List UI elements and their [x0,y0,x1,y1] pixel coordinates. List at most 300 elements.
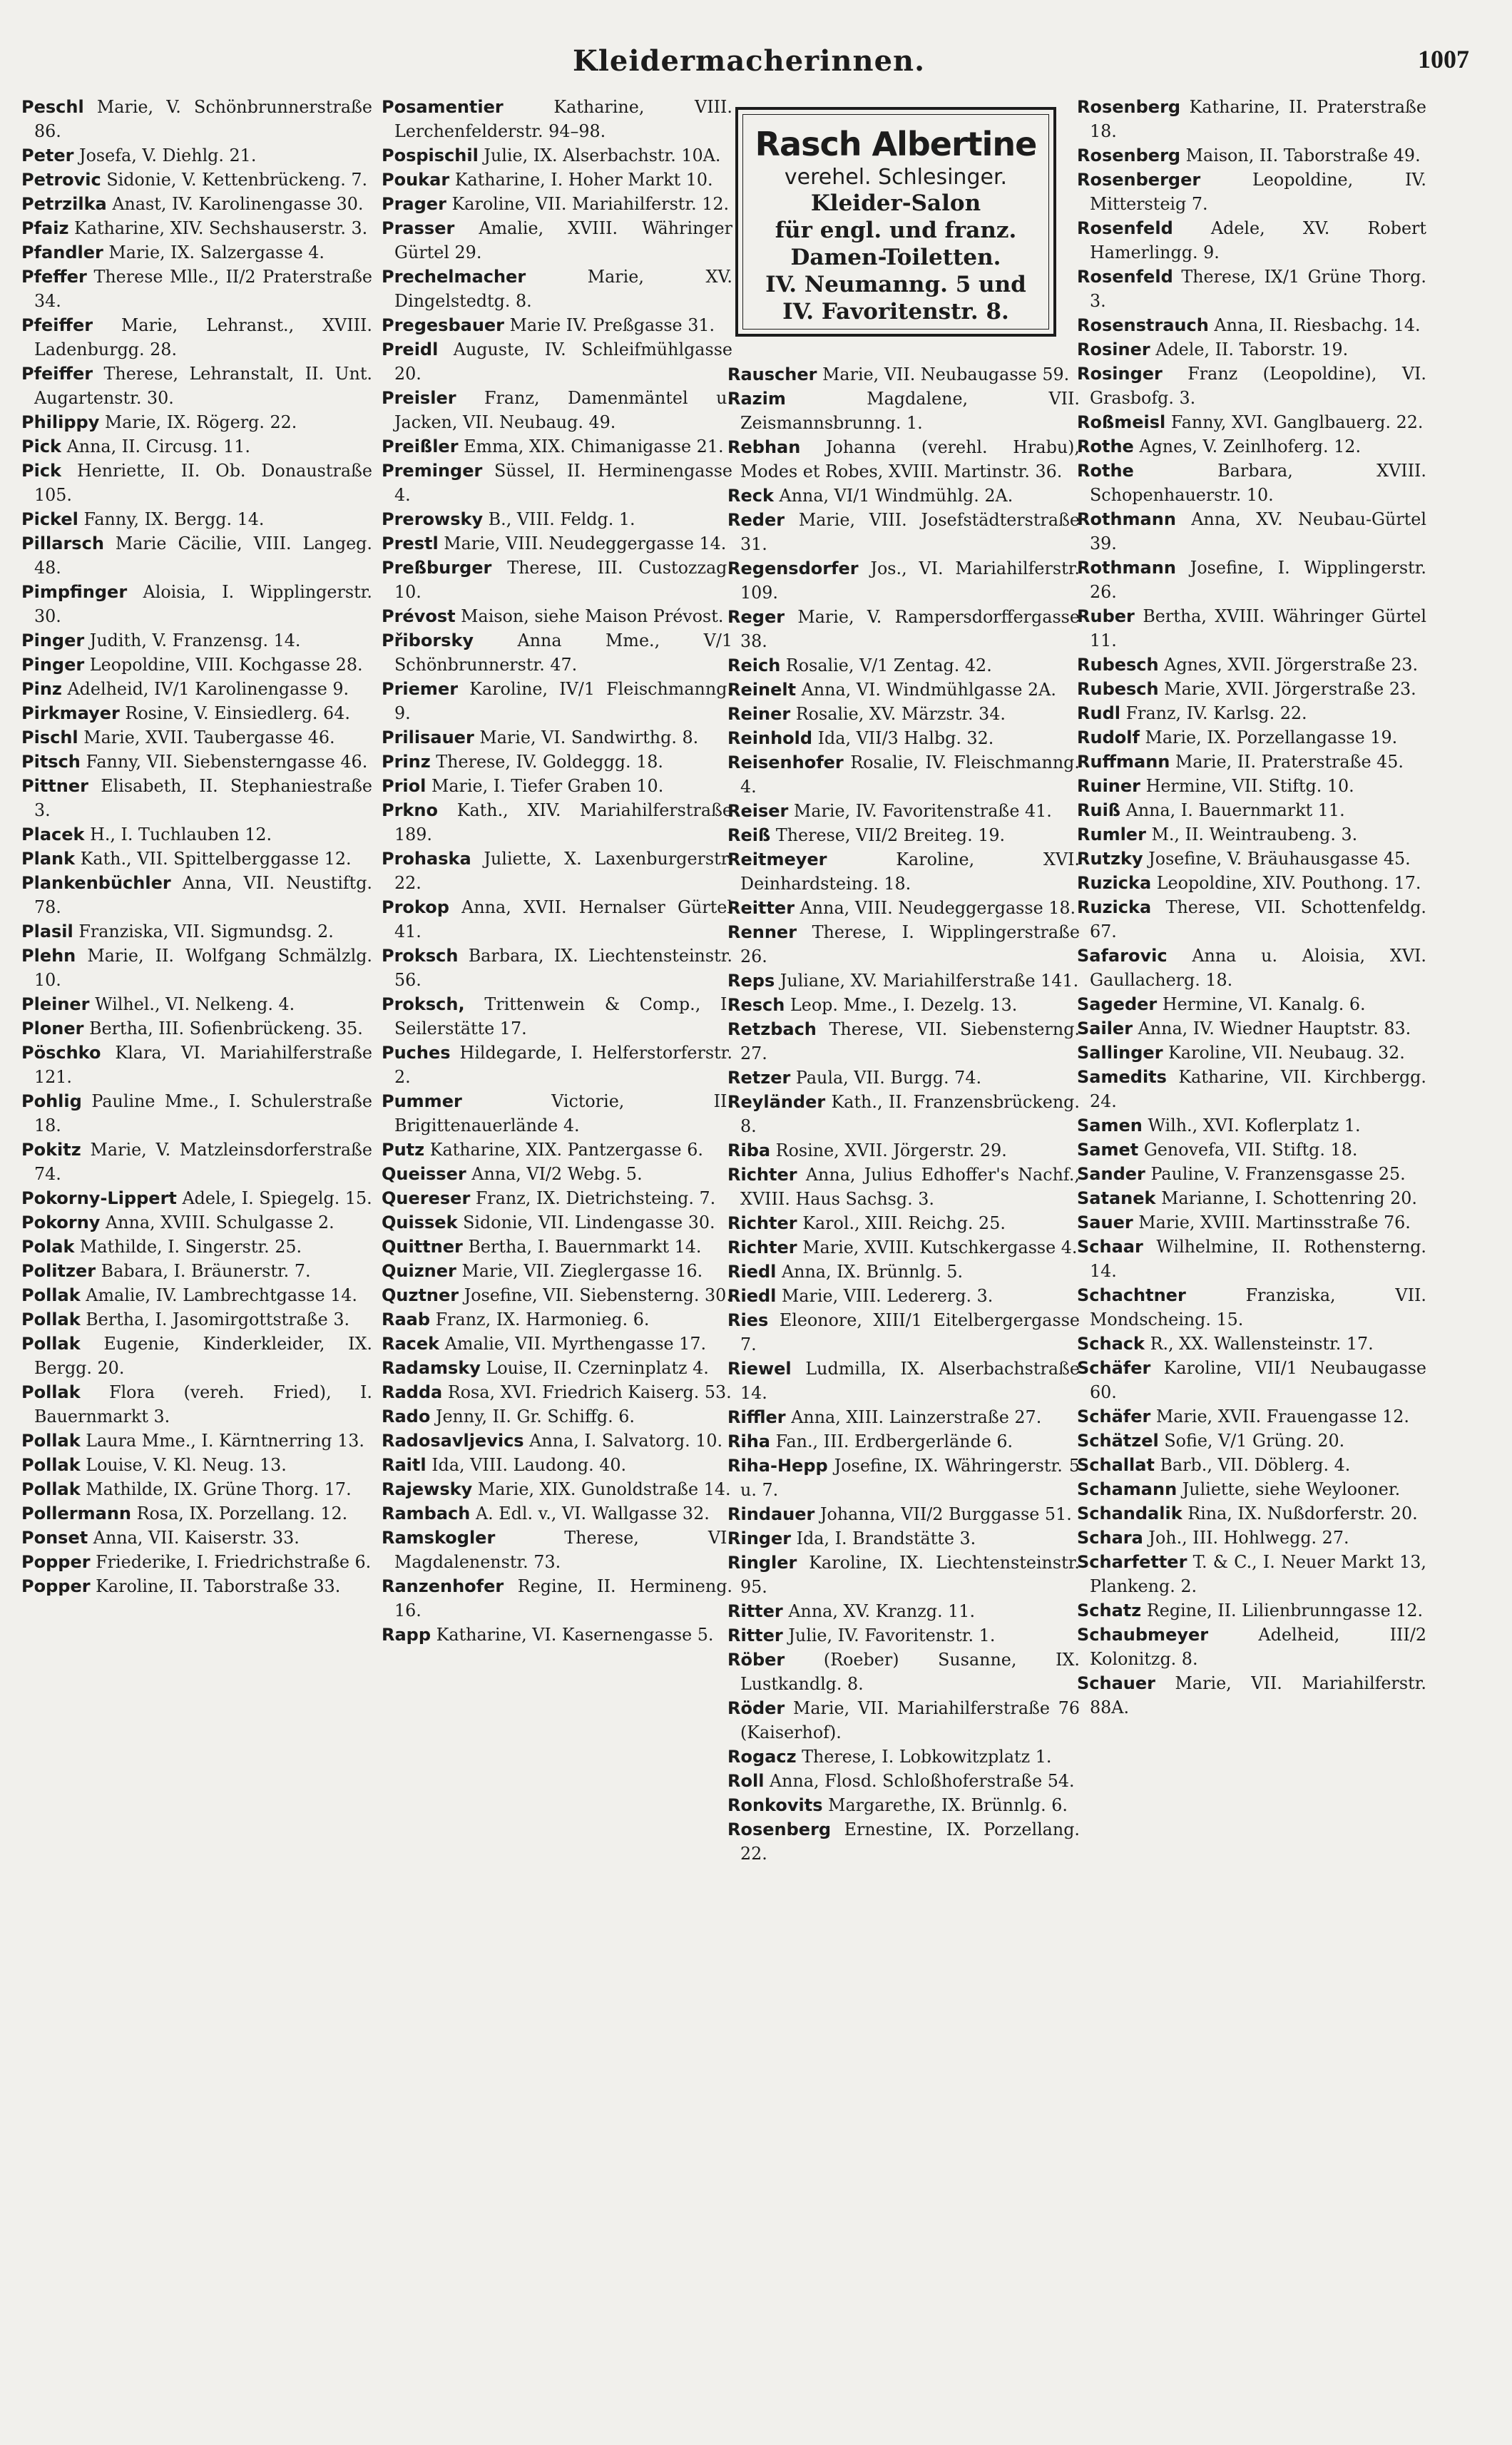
directory-entry [727,993,1080,1017]
entry-details: Marie, XV. Dingelstedtg. 8. [394,267,732,311]
entry-details: Kath., VII. Spittelberggasse 12. [80,849,352,869]
directory-entry [382,1526,732,1574]
entry-details: Agnes, V. Zeinlhoferg. 12. [1139,437,1362,456]
directory-entry [727,508,1080,556]
advertisement-line-3: Damen-Toiletten. [790,245,1001,270]
directory-entry [21,1307,372,1332]
directory-entry [727,1405,1080,1429]
entry-details: Anna, II. Circusg. 11. [66,437,250,456]
entry-name: Rosenberger [1077,170,1201,190]
entry-name: Pickel [21,509,78,529]
entry-name: Politzer [21,1261,96,1281]
directory-entry [21,1138,372,1186]
directory-entry [1077,313,1426,337]
entry-details: Bertha, III. Sofienbrückeng. 35. [89,1019,363,1038]
directory-entry [727,1308,1080,1357]
entry-details: Marie, IX. Rögerg. 22. [104,412,297,432]
entry-details: Paula, VII. Burgg. 74. [795,1068,982,1088]
entry-details: Barbara, XVIII. Schopenhauerstr. 10. [1090,461,1426,505]
directory-entry [21,1477,372,1501]
entry-name: Renner [727,922,797,942]
entry-name: Pfeiffer [21,364,93,384]
directory-entry [1077,265,1426,313]
directory-entry [727,1551,1080,1599]
directory-entry [382,1186,732,1210]
entry-name: Rosenberg [1077,97,1181,117]
entry-name: Ries [727,1310,769,1330]
entry-name: Schätzel [1077,1431,1159,1451]
entry-name: Rothmann [1077,558,1176,578]
entry-name: Ruber [1077,606,1135,626]
entry-name: Riedl [727,1286,777,1306]
entry-name: Poukar [382,170,450,190]
directory-entry [382,774,732,798]
directory-entry [727,1623,1080,1648]
directory-entry [1077,168,1426,216]
entry-details: Adele, II. Taborstr. 19. [1155,340,1349,359]
entry-details: Anna, I. Bauernmarkt 11. [1125,800,1345,820]
directory-entry [727,556,1080,605]
directory-entry [21,725,372,750]
entry-details: Anast, IV. Karolinengasse 30. [112,194,364,214]
entry-name: Přiborsky [382,631,474,650]
entry-details: Franz (Leopoldine), VI. Grasbofg. 3. [1090,364,1426,408]
entry-name: Queisser [382,1164,466,1184]
entry-name: Rosinger [1077,364,1163,384]
entry-name: Quereser [382,1188,471,1208]
entry-name: Rosenfeld [1077,218,1173,238]
advertisement-line-4: IV. Neumanng. 5 und [765,272,1026,297]
entry-details: Anna, XV. Neubau-Gürtel 39. [1090,509,1426,553]
entry-details: Marie, V. Schönbrunnerstraße 86. [34,97,372,141]
entry-details: Karol., XIII. Reichg. 25. [802,1213,1006,1233]
entry-details: Juliette, siehe Weylooner. [1182,1479,1401,1499]
entry-name: Preminger [382,461,483,481]
entry-details: Sofie, V/1 Grüng. 20. [1164,1431,1345,1451]
entry-details: Anna, Julius Edhoffer's Nachf., XVIII. Haus Sachsg. 3. [740,1165,1080,1209]
entry-name: Pinger [21,631,85,650]
directory-entry [727,1235,1080,1260]
directory-entry [382,1501,732,1526]
entry-details: Karoline, II. Taborstraße 33. [96,1576,341,1596]
entry-details: Fan., III. Erdbergerlände 6. [775,1431,1013,1451]
directory-entry [382,1041,732,1089]
entry-name: Reinhold [727,728,813,748]
directory-entry [21,1453,372,1477]
directory-entry [1077,1429,1426,1453]
entry-details: Therese, VII. Schottenfeldg. 67. [1090,897,1426,941]
directory-entry [21,1235,372,1259]
directory-entry [727,1745,1080,1769]
entry-name: Rajewsky [382,1479,473,1499]
entry-details: H., I. Tuchlauben 12. [90,825,272,844]
entry-name: Peter [21,146,74,165]
entry-details: Marie, XVIII. Kutschkergasse 4. [802,1237,1078,1257]
entry-name: Riha-Hepp [727,1456,828,1476]
entry-details: Genovefa, VII. Stiftg. 18. [1143,1140,1358,1160]
entry-details: Katharine, I. Hoher Markt 10. [454,170,713,190]
entry-name: Schachtner [1077,1285,1186,1305]
entry-details: Hermine, VI. Kanalg. 6. [1162,994,1366,1014]
directory-entry [21,774,372,822]
entry-name: Prévost [382,606,456,626]
entry-details: Wilh., XVI. Koflerplatz 1. [1148,1116,1361,1135]
entry-details: Margarethe, IX. Brünnlg. 6. [828,1795,1068,1815]
directory-entry [727,1502,1080,1526]
entry-name: Pinger [21,655,85,675]
entry-details: Sidonie, VII. Lindengasse 30. [463,1213,715,1232]
directory-entry [382,1307,732,1332]
entry-details: Marie IV. Preßgasse 31. [509,315,715,335]
directory-entry [1077,1138,1426,1162]
entry-details: Rosa, IX. Porzellang. 12. [136,1504,348,1523]
entry-details: Rosalie, V/1 Zentag. 42. [785,655,992,675]
directory-entry [21,750,372,774]
directory-entry [1077,798,1426,822]
entry-details: Anna, VI/2 Webg. 5. [471,1164,643,1184]
directory-entry [382,313,732,337]
directory-entry [1077,895,1426,944]
entry-name: Rubesch [1077,679,1159,699]
directory-entry [1077,1065,1426,1113]
directory-entry [21,1016,372,1041]
entry-name: Pfeiffer [21,315,93,335]
directory-entry [1077,1041,1426,1065]
entry-details: Anna, VI. Windmühlgasse 2A. [801,680,1056,700]
directory-entry [21,1429,372,1453]
entry-details: Bertha, XVIII. Währinger Gürtel 11. [1090,606,1426,650]
entry-name: Reisenhofer [727,752,844,772]
entry-name: Pollak [21,1285,81,1305]
entry-details: Adelheid, IV/1 Karolinengasse 9. [67,679,349,699]
entry-details: Karoline, XVI. Deinhardsteing. 18. [740,849,1080,894]
entry-name: Ruffmann [1077,752,1170,772]
entry-name: Resch [727,995,785,1015]
entry-details: Hildegarde, I. Helferstorferstr. 2. [394,1043,732,1087]
entry-details: Therese, I. Wipplingerstraße 26. [740,922,1080,966]
entry-name: Riba [727,1140,771,1160]
entry-details: Johanna, VII/2 Burggasse 51. [819,1504,1072,1524]
entry-name: Quittner [382,1237,463,1257]
entry-name: Riha [727,1431,770,1451]
entry-details: Marie, V. Rampersdorffergasse 38. [740,607,1080,651]
advertisement-inner-border [742,114,1049,330]
directory-entry [1077,1671,1426,1720]
directory-entry [21,580,372,628]
directory-entry [1077,1283,1426,1332]
entry-details: Barbara, IX. Liechtensteinstr. 56. [394,946,732,990]
directory-entry [382,531,732,556]
directory-entry [382,1235,732,1259]
directory-entry [21,677,372,701]
entry-name: Rosenstrauch [1077,315,1209,335]
entry-details: Ernestine, IX. Porzellang. 22. [740,1819,1080,1864]
directory-entry [727,750,1080,799]
entry-name: Röber [727,1650,785,1670]
entry-details: Marie, IX. Salzergasse 4. [108,243,325,262]
entry-name: Rebhan [727,437,801,457]
entry-details: Fanny, IX. Bergg. 14. [83,509,265,529]
entry-name: Reyländer [727,1092,826,1112]
entry-details: Anna, I. Salvatorg. 10. [529,1431,723,1451]
entry-name: Pfaiz [21,218,69,238]
directory-entry [1077,750,1426,774]
directory-entry [21,871,372,919]
entry-name: Pfeffer [21,267,87,287]
entry-details: Julie, IV. Favoritenstr. 1. [788,1625,996,1645]
entry-name: Pospischil [382,146,479,165]
directory-column-2 [382,95,732,2178]
entry-details: Rosine, XVII. Jörgerstr. 29. [775,1140,1007,1160]
entry-name: Reitter [727,898,795,918]
entry-name: Petrzilka [21,194,107,214]
directory-entry [1077,653,1426,677]
directory-entry [21,1574,372,1598]
entry-details: Louise, II. Czerninplatz 4. [486,1358,709,1378]
entry-name: Popper [21,1576,91,1596]
entry-name: Satanek [1077,1188,1156,1208]
directory-entry [21,216,372,240]
entry-details: Marie, VII. Zieglergasse 16. [461,1261,703,1281]
entry-details: Jenny, II. Gr. Schiffg. 6. [435,1407,635,1426]
entry-details: Franziska, VII. Mondscheing. 15. [1090,1285,1426,1329]
entry-details: Katharine, II. Praterstraße 18. [1090,97,1426,141]
entry-name: Peschl [21,97,84,117]
entry-name: Rothmann [1077,509,1176,529]
entry-name: Pinz [21,679,62,699]
directory-column-4 [1077,95,1426,2178]
entry-name: Prager [382,194,446,214]
directory-entry [1077,1235,1426,1283]
entry-name: Ritter [727,1601,783,1621]
directory-entry [1077,434,1426,459]
entry-name: Schatz [1077,1601,1142,1620]
directory-entry [21,240,372,265]
entry-details: Katharine, XIV. Sechshauserstr. 3. [74,218,368,238]
directory-entry [382,677,732,725]
entry-name: Prilisauer [382,728,474,747]
directory-entry [21,313,372,362]
entry-name: Racek [382,1334,440,1354]
directory-entry [382,1259,732,1283]
entry-name: Radosavljevics [382,1431,524,1451]
directory-entry [1077,1453,1426,1477]
directory-entry [1077,604,1426,653]
entry-details: Therese, III. Custozzag. 10. [394,558,732,602]
directory-entry [382,507,732,531]
entry-name: Rado [382,1407,431,1426]
directory-entry [1077,847,1426,871]
entry-details: Fanny, VII. Siebensterngasse 46. [86,752,368,772]
entry-details: Therese, Lehranstalt, II. Unt. Augartenstr. 30. [34,364,372,408]
entry-name: Richter [727,1237,797,1257]
entry-details: T. & C., I. Neuer Markt 13, Plankeng. 2. [1090,1552,1426,1596]
directory-entry [727,605,1080,653]
entry-details: Marie, IV. Favoritenstraße 41. [793,801,1052,821]
directory-entry [727,1017,1080,1066]
entry-details: Joh., III. Hohlwegg. 27. [1148,1528,1349,1548]
entry-details: Rosalie, IV. Fleischmanng. 4. [740,752,1080,797]
entry-name: Prkno [382,800,438,820]
entry-name: Rutzky [1077,849,1143,869]
entry-details: Josefine, I. Wipplingerstr. 26. [1090,558,1426,602]
directory-entry [1077,1526,1426,1550]
entry-name: Pollak [21,1382,81,1402]
entry-details: Amalie, VII. Myrthengasse 17. [444,1334,707,1354]
entry-details: (Roeber) Susanne, IX. Lustkandlg. 8. [740,1650,1080,1694]
entry-name: Prerowsky [382,509,484,529]
directory-entry [1077,677,1426,701]
directory-entry [21,410,372,434]
directory-entry [727,1066,1080,1090]
entry-details: Katharine, VII. Kirchbergg. 24. [1090,1067,1426,1111]
directory-entry [382,1089,732,1138]
directory-entry [1077,556,1426,604]
directory-entry [1077,822,1426,847]
entry-details: Marie, VIII. Josefstädterstraße 31. [740,510,1080,554]
directory-entry [727,484,1080,508]
directory-entry [382,992,732,1041]
entry-name: Pollak [21,1455,81,1475]
entry-details: Therese, VI. Magdalenenstr. 73. [394,1528,732,1572]
directory-entry [727,435,1080,484]
directory-entry [21,1283,372,1307]
entry-details: Rosalie, XV. Märzstr. 34. [795,704,1006,724]
directory-entry [1077,143,1426,168]
entry-details: Anna, Flosd. Schloßhoferstraße 54. [770,1771,1075,1791]
directory-entry [1077,1113,1426,1138]
directory-entry [21,701,372,725]
directory-entry [382,386,732,434]
entry-name: Priol [382,776,426,796]
entry-name: Samedits [1077,1067,1167,1087]
entry-details: Wilhelmine, II. Rothensterng. 14. [1090,1237,1426,1281]
entry-name: Quztner [382,1285,459,1305]
entry-name: Reger [727,607,785,627]
entry-name: Plasil [21,922,73,941]
directory-entry [727,1696,1080,1745]
entry-details: Hermine, VII. Stiftg. 10. [1145,776,1354,796]
directory-entry [382,265,732,313]
entry-details: Maison, siehe Maison Prévost. [461,606,724,626]
directory-entry [382,1404,732,1429]
directory-entry [1077,1016,1426,1041]
entry-name: Pimpfinger [21,582,128,602]
entry-name: Rosenberg [1077,146,1181,165]
directory-entry [382,798,732,847]
entry-details: Anna, IX. Brünnlg. 5. [781,1262,964,1282]
directory-entry [21,95,372,143]
entry-details: Bertha, I. Jasomirgottstraße 3. [86,1310,350,1329]
entry-name: Ruiner [1077,776,1140,796]
directory-entry [21,531,372,580]
directory-entry [21,168,372,192]
entry-name: Röder [727,1698,785,1718]
entry-details: Fanny, XVI. Ganglbauerg. 22. [1170,412,1424,432]
entry-details: Emma, XIX. Chimanigasse 21. [464,437,724,456]
directory-entry [21,265,372,313]
directory-entry [382,337,732,386]
entry-name: Retzbach [727,1019,817,1039]
directory-entry [1077,1162,1426,1186]
directory-entry [1077,1332,1426,1356]
entry-details: M., II. Weintraubeng. 3. [1151,825,1358,844]
entry-details: Henriette, II. Ob. Donaustraße 105. [34,461,372,505]
entry-name: Pillarsch [21,534,104,553]
entry-name: Rosiner [1077,340,1150,359]
entry-details: Ludmilla, IX. Alserbachstraße 14. [740,1359,1080,1403]
entry-name: Ranzenhofer [382,1576,504,1596]
entry-name: Plankenbüchler [21,873,171,893]
directory-entry [382,459,732,507]
directory-entry [382,1429,732,1453]
entry-name: Rothe [1077,437,1134,456]
directory-entry [382,725,732,750]
entry-name: Pokorny-Lippert [21,1188,177,1208]
entry-name: Schaubmeyer [1077,1625,1209,1645]
entry-name: Preßburger [382,558,492,578]
entry-details: Anna, XVIII. Schulgasse 2. [106,1213,334,1232]
entry-name: Reich [727,655,781,675]
directory-entry [21,653,372,677]
entry-name: Rubesch [1077,655,1159,675]
entry-name: Proksch [382,946,459,966]
entry-name: Reiner [727,704,791,724]
directory-entry [727,1817,1080,1866]
entry-name: Preidl [382,340,439,359]
directory-entry [727,726,1080,750]
entry-details: Flora (vereh. Fried), I. Bauernmarkt 3. [34,1382,372,1426]
entry-details: Agnes, XVII. Jörgerstraße 23. [1164,655,1419,675]
directory-entry [1077,1550,1426,1598]
directory-entry [1077,1186,1426,1210]
entry-details: Kath., II. Franzensbrückeng. 8. [740,1092,1080,1136]
entry-name: Pokitz [21,1140,81,1160]
directory-entry [21,1380,372,1429]
directory-entry [727,896,1080,920]
entry-name: Schandalik [1077,1504,1182,1523]
entry-details: Marie, II. Praterstraße 45. [1175,752,1404,772]
advertisement-line-2: für engl. und franz. [775,218,1017,243]
directory-entry [727,1599,1080,1623]
entry-details: Anna, VIII. Neudeggergasse 18. [800,898,1076,918]
directory-entry [727,1429,1080,1454]
advertisement-name: Rasch Albertine [755,125,1037,163]
directory-entry [21,919,372,944]
entry-name: Pollermann [21,1504,132,1523]
directory-entry [382,1477,732,1501]
directory-entry [727,1648,1080,1696]
entry-details: Pauline Mme., I. Schulerstraße 18. [34,1091,372,1135]
entry-details: Katharine, VI. Kasernengasse 5. [436,1625,714,1645]
directory-entry [1077,774,1426,798]
entry-details: Marie, XVII. Frauengasse 12. [1155,1407,1409,1426]
entry-name: Sageder [1077,994,1158,1014]
directory-entry [727,653,1080,678]
directory-entry [1077,1477,1426,1501]
directory-entry [727,1357,1080,1405]
entry-details: Therese, I. Lobkowitzplatz 1. [802,1747,1052,1767]
directory-entry [21,459,372,507]
entry-details: Judith, V. Franzensg. 14. [89,631,301,650]
entry-name: Rudl [1077,703,1120,723]
entry-name: Ploner [21,1019,84,1038]
directory-entry [727,1454,1080,1502]
entry-details: Anna, XV. Kranzg. 11. [788,1601,976,1621]
entry-details: Therese, IV. Goldeggg. 18. [436,752,663,772]
directory-entry [382,192,732,216]
entry-name: Prokop [382,897,449,917]
